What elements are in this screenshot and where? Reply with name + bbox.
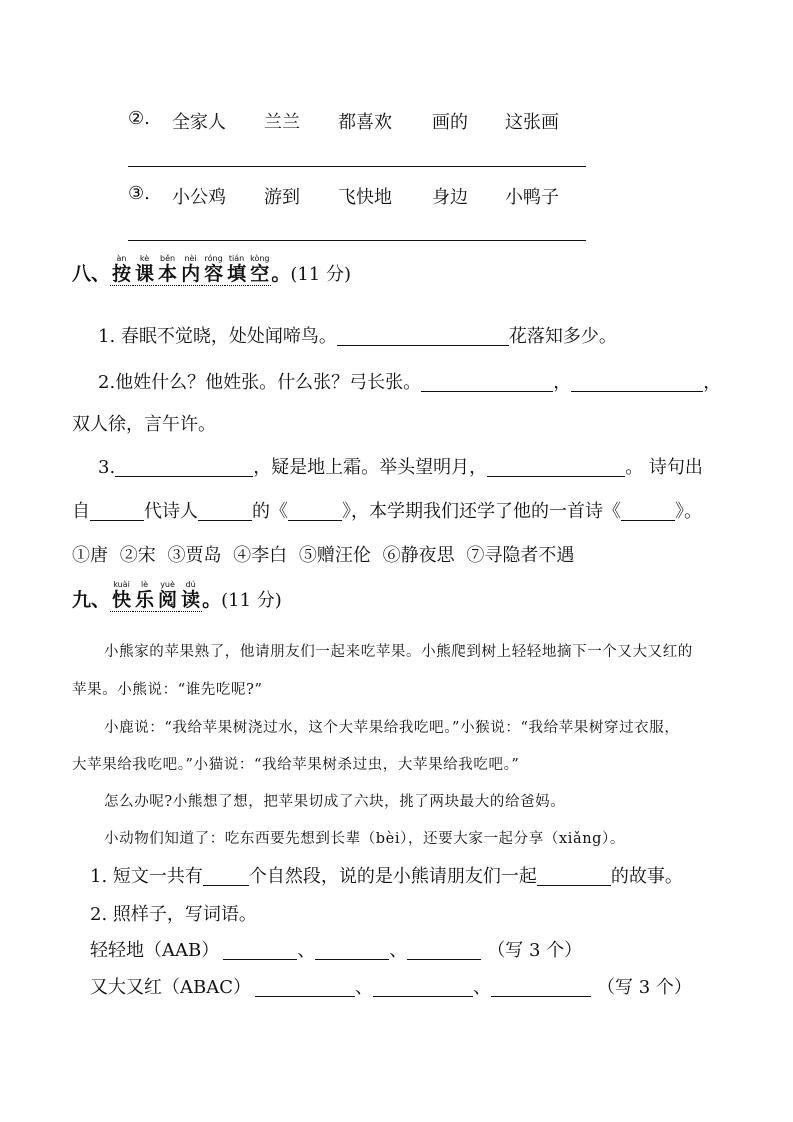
q8-3: 3. ，疑是地上霜。举头望明月， 。 诗句出 [98,457,703,478]
row-3-word-3: 飞快地 [338,187,392,208]
blank-q9-1a[interactable] [203,867,249,886]
section-9-period: 。 [202,589,222,611]
story-p3: 怎么办呢?小熊想了想，把苹果切成了六块，挑了两块最大的给爸妈。 [104,794,566,810]
blank-abac-1[interactable] [255,978,355,997]
blank-abac-2[interactable] [373,978,473,997]
section-9-number: 九、 [72,589,111,611]
row-3-word-1: 小公鸡 [172,187,226,208]
blank-aab-1[interactable] [223,941,297,960]
section-8-number: 八、 [72,263,111,285]
blank-q8-3a[interactable] [115,458,253,477]
q9-2-title: 2. 照样子，写词语。 [90,904,257,925]
blank-q8-3e[interactable] [288,502,342,521]
blank-q8-2a[interactable] [421,373,553,392]
section-9-score: (11 分) [221,590,282,611]
blank-q8-2b[interactable] [571,373,703,392]
story-p1-line1: 小熊家的苹果熟了，他请朋友们一起来吃苹果。小熊爬到树上轻轻地摘下一个又大又红的 [104,644,693,660]
blank-abac-3[interactable] [491,978,591,997]
row-3-word-2: 游到 [264,187,300,208]
q9-1: 1. 短文一共有 个自然段，说的是小熊请朋友们一起 的故事。 [90,866,683,887]
row-2-word-5: 这张画 [505,112,559,133]
q8-1: 1. 春眠不觉晓，处处闻啼鸟。 花落知多少。 [98,326,617,347]
blank-q8-3c[interactable] [90,502,144,521]
row-3-word-4: 身边 [432,187,468,208]
row-2-number: ②. [128,108,150,129]
blank-q8-3f[interactable] [621,502,675,521]
answer-options: ①唐 ②宋 ③贾岛 ④李白 ⑤赠汪伦 ⑥静夜思 ⑦寻隐者不遇 [72,545,575,566]
blank-q8-3b[interactable] [487,458,625,477]
section-9-heading [72,580,282,612]
q9-2-line2: 又大又红（ABAC） 、 、 （写 3 个） [90,977,692,998]
blank-q8-3d[interactable] [198,502,252,521]
answer-line-row-3 [128,240,586,241]
blank-aab-2[interactable] [315,941,389,960]
story-p4: 小动物们知道了：吃东西要先想到长辈（bèi），还要大家一起分享（xiǎng）。 [104,831,625,847]
row-2-word-4: 画的 [432,112,468,133]
section-8-period: 。 [271,263,291,285]
story-p1-line2: 苹果。小熊说：“谁先吃呢?” [72,682,263,698]
row-2-word-3: 都喜欢 [338,112,392,133]
section-8-score: (11 分) [290,264,351,285]
answer-line-row-2 [128,166,586,167]
blank-q8-1[interactable] [337,327,509,346]
section-8-title: 按àn课kè本běn内nèi容róng填tián空kòng [112,254,270,285]
section-8-heading [72,254,351,286]
q8-2-line2: 双人徐，言午许。 [72,414,216,435]
row-3-word-5: 小鸭子 [505,187,559,208]
row-2-word-2: 兰兰 [264,112,300,133]
row-2-word-1: 全家人 [172,112,226,133]
q8-3-line2: 自 代诗人 的《 》，本学期我们还学了他的一首诗《 》。 [72,501,702,522]
story-p2-line2: 大苹果给我吃吧。”小猫说：“我给苹果树杀过虫，大苹果给我吃吧。” [72,757,520,773]
q8-2: 2.他姓什么？他姓张。什么张？弓长张。 ， ， [98,372,722,393]
section-9-title: 快kuài乐lè阅yuè读dú [112,580,201,611]
story-p2-line1: 小鹿说：“我给苹果树浇过水，这个大苹果给我吃吧。”小猴说：“我给苹果树穿过衣服， [104,720,680,736]
q9-2-line1: 轻轻地（AAB） 、 、 （写 3 个） [90,940,583,961]
blank-q9-1b[interactable] [537,867,611,886]
blank-aab-3[interactable] [407,941,481,960]
row-3-number: ③. [128,183,150,204]
